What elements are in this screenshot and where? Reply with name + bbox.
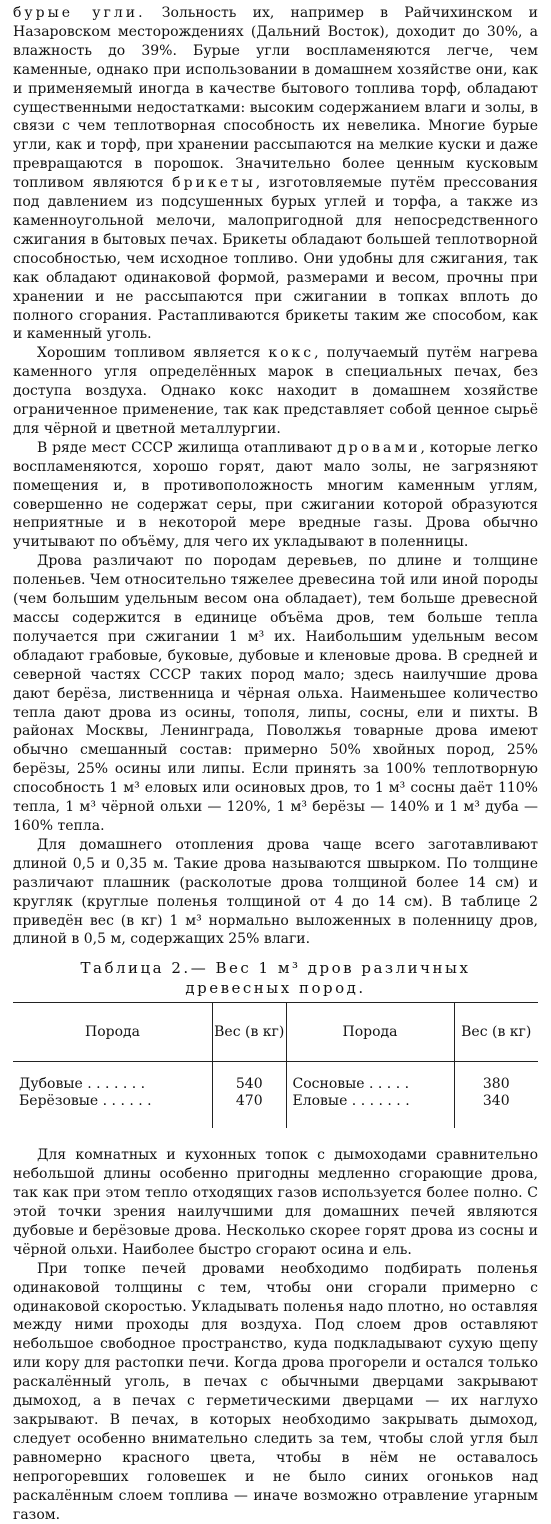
paragraph-stove-firing: При топке печей дровами необходимо подбирать поленья одинаковой толщины с тем, чтобы они сгорали примерно с одинаковой скоростью. Укладывать поленья надо плотно, но оставляя между ними проходы для воздуха. Под слоем дров оставляют небольшое свободное пространство, куда подкладывают сухую щепу или кору для растопки печи. Когда дрова прогорели и остался только раскалённый уголь, в печах с обычными дверцами закрывают дымоход, а в печах с герметическими дверцами — их наглухо закрывают. В печах, в которых необходимо закрывать дымоход, следует особенно внимательно следить за тем, чтобы слой угля был равномерно красного цвета, чтобы в нём не оставалось непрогоревших головешек и не было синих огоньков над раскалённым слоем топлива — иначе возможно отравление угарным газом. <box>13 1260 538 1523</box>
breed-pine: Сосновые . . . . . <box>292 1076 410 1093</box>
weight-pine: 380 <box>482 1076 510 1093</box>
paragraph-firewood <box>13 439 538 552</box>
weight-oak: 540 <box>235 1076 263 1093</box>
table-caption <box>13 958 538 998</box>
paragraph-wood-species: Дрова различают по породам деревьев, по длине и толщине поленьев. Чем относительно тяжелее древесина той или иной породы (чем большим удельным весом она обладает), тем больше древесной массы содержится в единице объёма дров, тем больше тепла получается при сжигании 1 м³ их. Наибольшим удельным весом обладают грабовые, буковые, дубовые и кленовые дрова. В средней и северной частях СССР таких пород мало; здесь наилучшие дрова дают берёза, лиственница и чёрная ольха. Наименьшее количество тепла дают дрова из осины, тополя, липы, сосны, ели и пихты. В районах Москвы, Ленинграда, Поволжья товарные дрова имеют обычно смешанный состав: примерно 50% хвойных пород, 25% берёзы, 25% осины или липы. Если принять за 100% теплотворную способность 1 м³ еловых или осиновых дров, то 1 м³ сосны даёт 110% тепла, 1 м³ чёрной ольхи — 120%, 1 м³ берёзы — 140% и 1 м³ дуба — 160% тепла. <box>13 553 538 834</box>
table-cell-left-values <box>213 1062 287 1129</box>
breed-spruce: Еловые . . . . . . . <box>292 1093 410 1110</box>
paragraph-coke <box>13 344 538 439</box>
spaced-term-brown-coal: бурые угли. <box>13 5 146 21</box>
header-weight-left: Вес (в кг) <box>213 1003 287 1062</box>
table-header-row <box>13 1003 538 1062</box>
paragraph-text: , которые легко воспламеняются, хорошо горят, дают мало золы, не загрязняют помещения и, в противоположность многим каменным углям, совершенно не содержат серы, при сжигании которой образуются неприятные и в некоторой мере вредные газы. Дрова обычно учитывают по объёму, для чего их укладывают в поленницы. <box>13 439 538 551</box>
header-breed-right: Порода <box>286 1003 454 1062</box>
paragraph-brown-coal <box>13 4 538 344</box>
wood-weight-table <box>13 1002 538 1128</box>
spaced-term-briquettes: брикеты <box>172 175 256 192</box>
table-cell-left-names <box>13 1062 213 1129</box>
breed-oak: Дубовые . . . . . . . <box>19 1076 146 1093</box>
spaced-term-coke: кокс <box>268 345 315 362</box>
breed-birch: Берёзовые . . . . . . <box>19 1093 152 1110</box>
table-row <box>13 1062 538 1129</box>
weight-birch: 470 <box>235 1093 263 1110</box>
paragraph-text: Зольность их, например в Райчихинском и Назаровском месторождениях (Дальний Восток), доходит до 30%, а влажность до 39%. Бурые угли воспламеняются легче, чем каменные, однако при использовании в домашнем хозяйстве они, как и применяемый иногда в качестве бытового топлива торф, обладают существенными недостатками: высоким содержанием влаги и золы, в связи с чем теплотворная способность их невелика. Многие бурые угли, как и торф, при хранении рассыпаются на мелкие куски и даже превращаются в порошок. Значительно более ценным кусковым топливом являются <box>13 5 538 192</box>
paragraph-text: Хорошим топливом является <box>37 345 269 362</box>
paragraph-wood-sizes: Для домашнего отопления дрова чаще всего заготавливают длиной 0,5 и 0,35 м. Такие дрова называются швырком. По толщине различают плашник (расколотые дрова толщиной более 14 см) и кругляк (круглые поленья толщиной от 4 до 14 см). В таблице 2 приведён вес (в кг) 1 м³ нормально выложенных в поленницу дров, длиной в 0,5 м, содержащих 25% влаги. <box>13 836 538 948</box>
table-cell-right-names <box>286 1062 454 1129</box>
table-cell-right-values <box>454 1062 538 1129</box>
paragraph-kitchen-stoves: Для комнатных и кухонных топок с дымоходами сравнительно небольшой длины особенно пригодны медленно сгорающие дрова, так как при этом тепло отходящих газов используется более полно. С этой точки зрения наилучшими для домашних печей являются дубовые и берёзовые дрова. Несколько скорее горят дрова из сосны и чёрной ольхи. Наиболее быстро сгорают осина и ель. <box>13 1147 538 1258</box>
table-caption-line-2: древесных пород. <box>185 979 366 998</box>
paragraph-text: В ряде мест СССР жилища отапливают <box>37 439 338 456</box>
paragraph-text: , получаемый путём нагрева каменного угля определённых марок в специальных печах, без доступа воздуха. Однако кокс находит в домашнем хозяйстве ограниченное применение, так как представляет собой ценное сырьё для чёрной и цветной металлургии. <box>13 345 538 437</box>
table-caption-line-1: Таблица 2.— Вес 1 м³ дров различных <box>80 959 471 978</box>
paragraph-text: , изготовляемые путём прессования под давлением из подсушенных бурых углей и торфа, а также из каменноугольной мелочи, малопригодной для непосредственного сжигания в бытовых печах. Брикеты обладают большей теплотворной способностью, чем исходное топливо. Они удобны для сжигания, так как обладают одинаковой формой, размерами и весом, прочны при хранении и не рассыпаются при сжигании в топках вплоть до полного сгорания. Растапливаются брикеты таким же способом, как и каменный уголь. <box>13 175 538 343</box>
header-weight-right: Вес (в кг) <box>454 1003 538 1062</box>
weight-spruce: 340 <box>482 1093 510 1110</box>
header-breed-left: Порода <box>13 1003 213 1062</box>
spaced-term-firewood: дровами <box>337 439 421 456</box>
